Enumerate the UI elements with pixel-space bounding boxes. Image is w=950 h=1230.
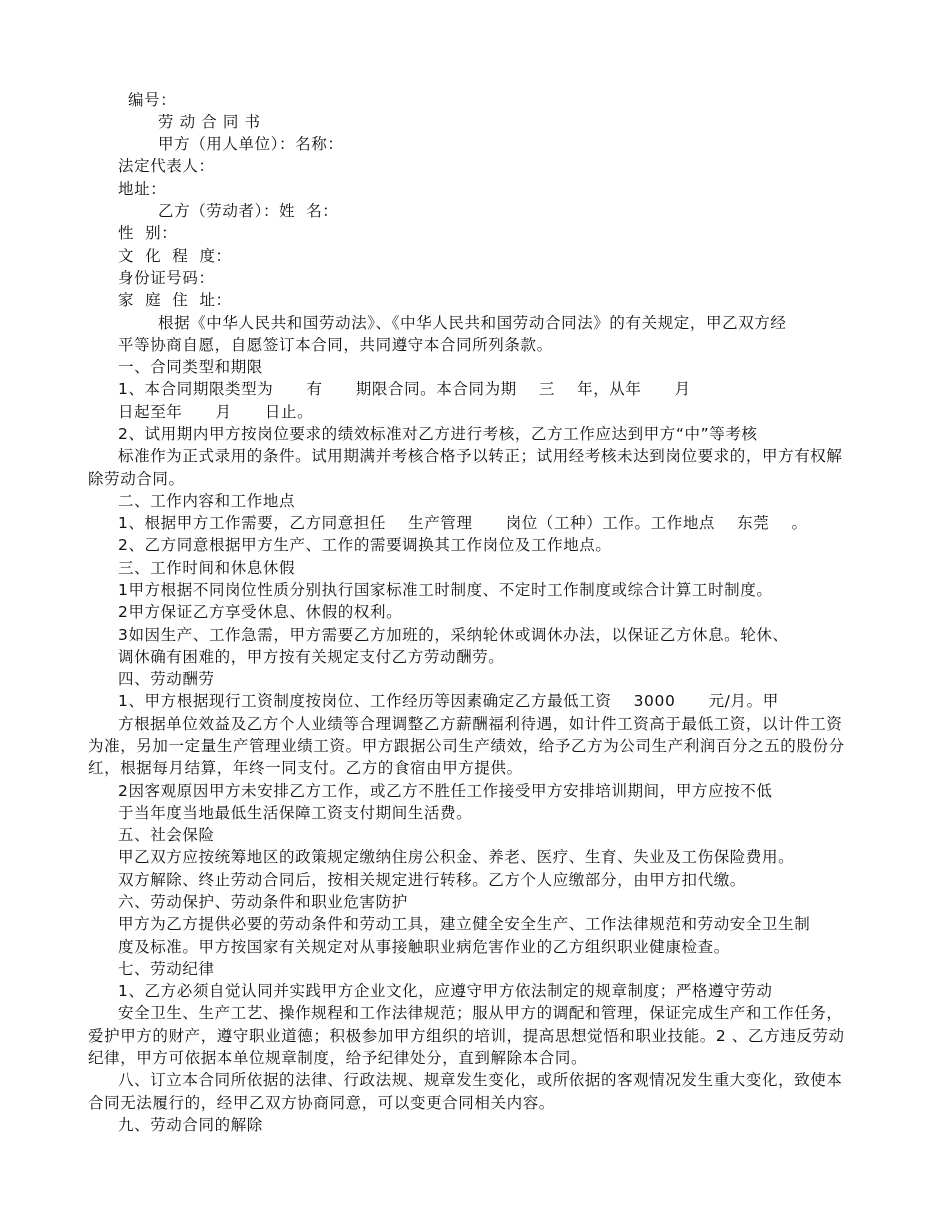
section-heading: 一、合同类型和期限 [118, 358, 263, 376]
clause-line: 2、乙方同意根据甲方生产、工作的需要调换其工作岗位及工作地点。 [118, 536, 612, 554]
section-heading: 七、劳动纪律 [118, 960, 215, 978]
clause-line: 合同无法履行的，经甲乙双方协商同意，可以变更合同相关内容。 [88, 1094, 555, 1112]
clause-line: 红，根据每月结算，年终一同支付。乙方的食宿由甲方提供。 [88, 759, 523, 777]
clause-line: 为准，另加一定量生产管理业绩工资。甲方跟据公司生产绩效，给予乙方为公司生产利润百分之五的股份分 [88, 737, 845, 755]
section-heading: 六、劳动保护、劳动条件和职业危害防护 [118, 893, 408, 911]
clause-line: 双方解除、终止劳动合同后，按相关规定进行转移。乙方个人应缴部分，由甲方扣代缴。 [118, 871, 746, 889]
clause-line: 调休确有困难的，甲方按有关规定支付乙方劳动酬劳。 [118, 648, 505, 666]
clause-line: 度及标准。甲方按国家有关规定对从事接触职业病危害作业的乙方组织职业健康检查。 [118, 938, 730, 956]
address-label: 地址： [118, 180, 167, 198]
clause-line: 1甲方根据不同岗位性质分别执行国家标准工时制度、不定时工作制度或综合计算工时制度。 [118, 581, 773, 599]
clause-line: 1、甲方根据现行工资制度按岗位、工作经历等因素确定乙方最低工资 3000 元/月。甲 [118, 692, 779, 710]
clause-line: 2因客观原因甲方未安排乙方工作，或乙方不胜任工作接受甲方安排培训期间，甲方应按不低 [118, 782, 773, 800]
party-a-label: 甲方（用人单位）：名称： [158, 135, 344, 153]
section-heading: 四、劳动酬劳 [118, 670, 215, 688]
contract-number-label: 编号： [128, 91, 177, 109]
document-title: 劳 动 合 同 书 [158, 113, 261, 131]
clause-line: 于当年度当地最低生活保障工资支付期间生活费。 [118, 804, 473, 822]
clause-line: 2甲方保证乙方享受休息、休假的权利。 [118, 603, 403, 621]
clause-line: 除劳动合同。 [88, 470, 185, 488]
preamble-line: 平等协商自愿，自愿签订本合同，共同遵守本合同所列条款。 [118, 336, 553, 354]
clause-line: 甲方为乙方提供必要的劳动条件和劳动工具，建立健全安全生产、工作法律规范和劳动安全卫生制 [118, 915, 811, 933]
clause-line: 3如因生产、工作急需，甲方需要乙方加班的，采纳轮休或调休办法，以保证乙方休息。轮休、 [118, 626, 789, 644]
clause-line: 1、根据甲方工作需要，乙方同意担任 生产管理 岗位（工种）工作。工作地点 东莞 。 [118, 514, 808, 532]
clause-line: 爱护甲方的财产，遵守职业道德；积极参加甲方组织的培训，提高思想觉悟和职业技能。2 、乙方违反劳动 [88, 1027, 845, 1045]
party-b-label: 乙方（劳动者）：姓 名： [158, 202, 339, 220]
clause-line: 甲乙双方应按统筹地区的政策规定缴纳住房公积金、养老、医疗、生育、失业及工伤保险费用。 [118, 848, 795, 866]
clause-line: 方根据单位效益及乙方个人业绩等合理调整乙方薪酬福利待遇，如计件工资高于最低工资，以计件工资 [118, 715, 843, 733]
clause-line: 日起至年 月 日止。 [118, 403, 314, 421]
clause-line: 纪律，甲方可依据本单位规章制度，给予纪律处分，直到解除本合同。 [88, 1049, 588, 1067]
section-heading: 九、劳动合同的解除 [118, 1116, 263, 1134]
legal-rep-label: 法定代表人： [118, 157, 215, 175]
clause-line: 1、乙方必须自觉认同并实践甲方企业文化，应遵守甲方依法制定的规章制度；严格遵守劳动 [118, 982, 773, 1000]
clause-line: 1、本合同期限类型为 有 期限合同。本合同为期 三 年，从年 月 [118, 380, 691, 398]
preamble-line: 根据《中华人民共和国劳动法》、《中华人民共和国劳动合同法》的有关规定，甲乙双方经 [158, 314, 787, 332]
section-heading: 二、工作内容和工作地点 [118, 492, 296, 510]
id-number-label: 身份证号码： [118, 269, 215, 287]
section-heading: 五、社会保险 [118, 826, 215, 844]
home-address-label: 家 庭 住 址： [118, 291, 232, 309]
gender-label: 性 别： [118, 224, 178, 242]
clause-line: 2、试用期内甲方按岗位要求的绩效标准对乙方进行考核，乙方工作应达到甲方“中”等考核 [118, 425, 758, 443]
education-label: 文 化 程 度： [118, 247, 232, 265]
clause-line: 标准作为正式录用的条件。试用期满并考核合格予以转正；试用经考核未达到岗位要求的，甲方有权解 [118, 447, 843, 465]
clause-line: 安全卫生、生产工艺、操作规程和工作法律规范；服从甲方的调配和管理，保证完成生产和工作任务， [118, 1004, 843, 1022]
section-heading: 三、工作时间和休息休假 [118, 559, 296, 577]
clause-line: 八、订立本合同所依据的法律、行政法规、规章发生变化，或所依据的客观情况发生重大变化，致使本 [118, 1071, 843, 1089]
